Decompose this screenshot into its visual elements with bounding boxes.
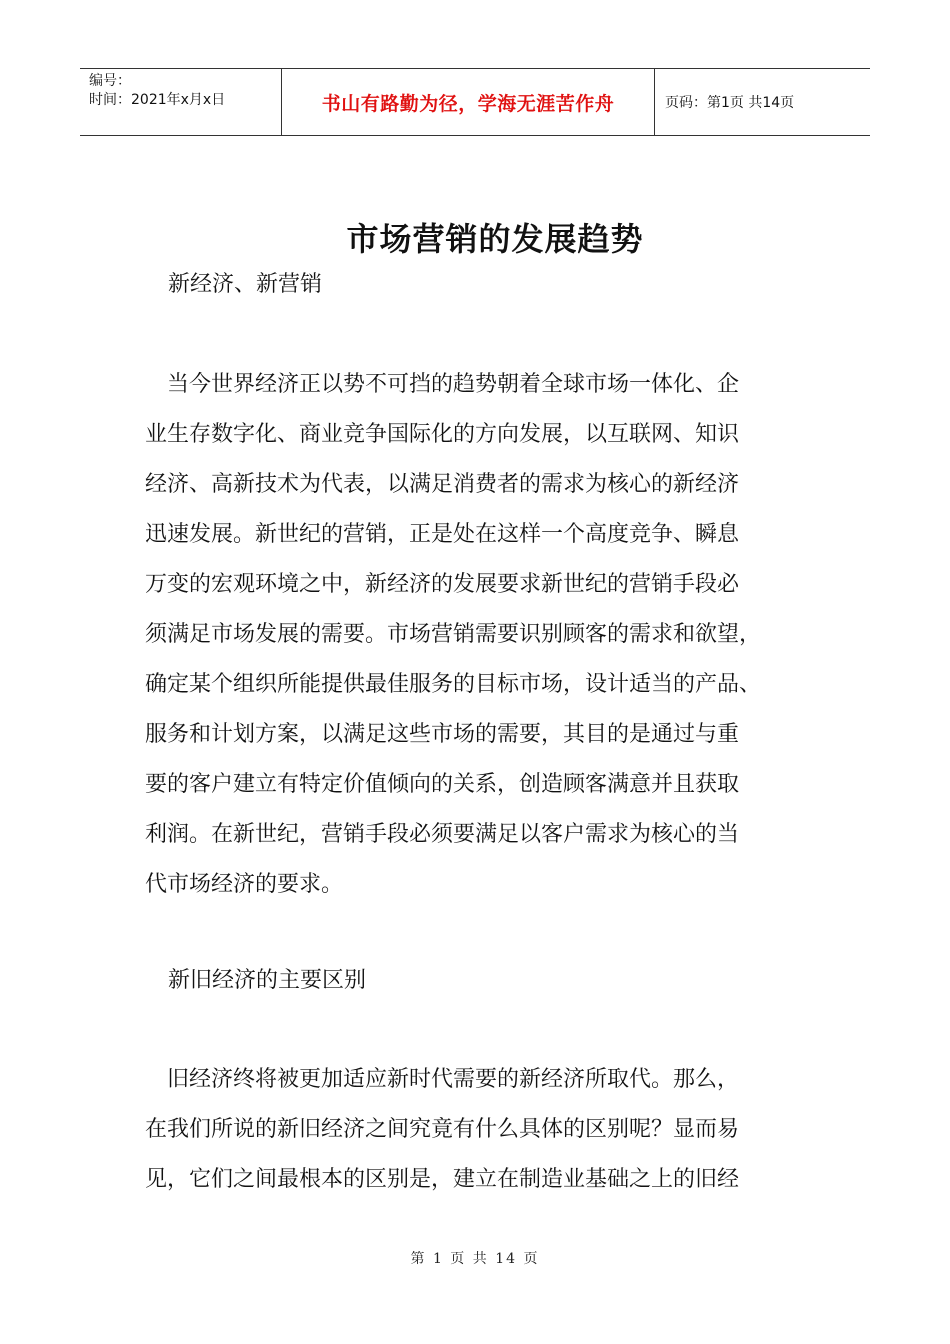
header-meta — [80, 69, 281, 135]
section-heading-old-new-difference: 新旧经济的主要区别 — [168, 968, 367, 993]
paragraph-line: 在我们所说的新旧经济之间究竟有什么具体的区别呢？显而易 — [145, 1117, 740, 1142]
paragraph-1 — [145, 360, 761, 910]
section-heading-new-economy: 新经济、新营销 — [168, 272, 323, 297]
paragraph-line: 万变的宏观环境之中，新经济的发展要求新世纪的营销手段必 — [145, 572, 740, 597]
page-footer: 第 1 页 共 14 页 — [410, 1251, 540, 1267]
paragraph-line: 见，它们之间最根本的区别是，建立在制造业基础之上的旧经 — [145, 1167, 740, 1192]
paragraph-line: 旧经济终将被更加适应新时代需要的新经济所取代。那么， — [145, 1067, 740, 1092]
header-date: 时间：2021年x月x日 — [89, 92, 226, 108]
paragraph-line: 经济、高新技术为代表，以满足消费者的需求为核心的新经济 — [145, 472, 740, 497]
document-header — [80, 68, 870, 136]
paragraph-2 — [145, 1055, 739, 1205]
paragraph-line: 利润。在新世纪，营销手段必须要满足以客户需求为核心的当 — [145, 822, 740, 847]
paragraph-line: 要的客户建立有特定价值倾向的关系，创造顾客满意并且获取 — [145, 772, 740, 797]
paragraph-line: 代市场经济的要求。 — [145, 872, 344, 897]
paragraph-line: 须满足市场发展的需要。市场营销需要识别顾客的需求和欲望， — [145, 622, 762, 647]
paragraph-line: 当今世界经济正以势不可挡的趋势朝着全球市场一体化、企 — [145, 372, 740, 397]
document-title: 市场营销的发展趋势 — [346, 220, 644, 258]
header-number-label: 编号： — [89, 73, 131, 89]
paragraph-line: 确定某个组织所能提供最佳服务的目标市场，设计适当的产品、 — [145, 672, 762, 697]
paragraph-line: 服务和计划方案，以满足这些市场的需要，其目的是通过与重 — [145, 722, 740, 747]
header-motto: 书山有路勤为径，学海无涯苦作舟 — [281, 69, 655, 135]
header-page-info: 页码：第1页 共14页 — [665, 95, 795, 111]
paragraph-line: 业生存数字化、商业竞争国际化的方向发展，以互联网、知识 — [145, 422, 740, 447]
paragraph-line: 迅速发展。新世纪的营销，正是处在这样一个高度竞争、瞬息 — [145, 522, 740, 547]
